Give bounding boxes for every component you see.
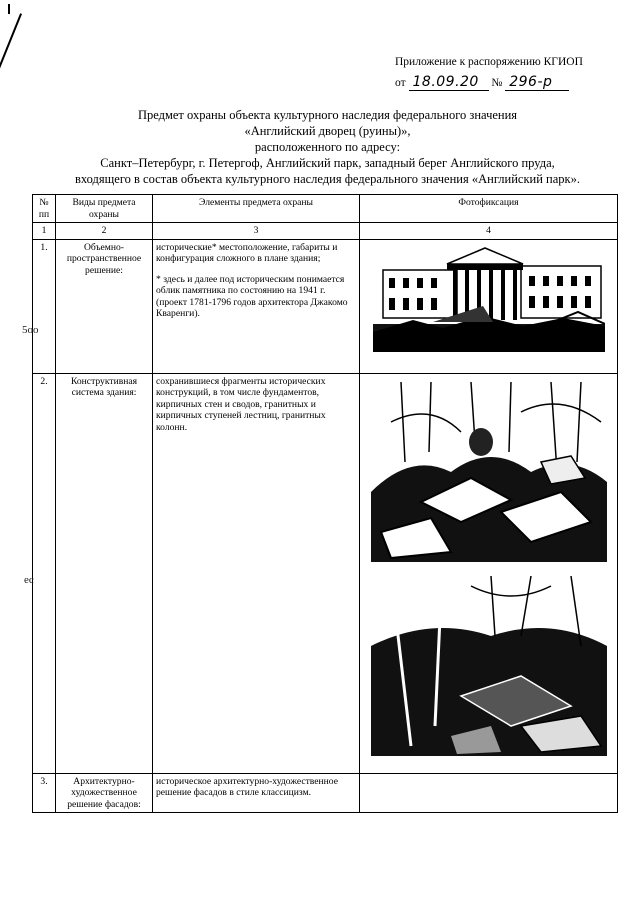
document-header [395, 56, 615, 91]
element-text: сохранившиеся фрагменты исторических конструкций, в том числе фундаментов, кирпичных стен и сводов, гранитных и кирпичных ступеней лестниц, гранитных колонн. [156, 375, 326, 433]
column-number: 2 [56, 223, 153, 240]
table-row [33, 239, 618, 373]
header-photo: Фотофиксация [360, 195, 618, 223]
footnote-text: * здесь и далее под историческим понимается облик памятника по состоянию на 1941 г. (проект 1781-1796 годов архитектора Джакомо Кваренги). [156, 273, 348, 319]
header-type: Виды предмета охраны [56, 195, 153, 223]
row-num: 2. [33, 373, 56, 773]
row-elements [153, 773, 360, 813]
row-photos [360, 239, 618, 373]
ruins-photo-1 [371, 382, 607, 562]
order-reference [395, 74, 615, 91]
appendix-caption: Приложение к распоряжению КГИОП [395, 56, 583, 68]
column-number: 4 [360, 223, 618, 240]
handwritten-number: 296-р [505, 74, 569, 91]
header-num: № пп [33, 195, 56, 223]
title-line-1: Предмет охраны объекта культурного наследия федерального значения [137, 108, 518, 122]
palace-photo [373, 246, 605, 352]
from-prefix: от [395, 77, 406, 89]
ruins-photo-2 [371, 576, 607, 756]
table-row [33, 773, 618, 813]
row-num: 3. [33, 773, 56, 813]
protection-subject-table [32, 194, 618, 813]
table-header-row [33, 195, 618, 223]
row-elements [153, 239, 360, 373]
title-line-2: «Английский дворец (руины)», [244, 124, 411, 138]
table-row [33, 373, 618, 773]
pen-mark-top [0, 13, 22, 73]
row-photos [360, 373, 618, 773]
title-line-4: Санкт–Петербург, г. Петергоф, Английский парк, западный берег Английского пруда, [100, 156, 555, 170]
number-label: № [491, 77, 503, 89]
row-elements [153, 373, 360, 773]
row-type: Архитектурно-художественное решение фасадов: [56, 773, 153, 813]
title-line-5: входящего в состав объекта культурного наследия федерального значения «Английский парк». [74, 172, 580, 186]
margin-note: 5oo [22, 324, 39, 336]
pen-mark-top2 [8, 4, 10, 14]
title-line-3: расположенного по адресу: [254, 140, 401, 154]
document-title [40, 107, 615, 187]
handwritten-date: 18.09.20 [409, 74, 489, 91]
row-num: 1. [33, 239, 56, 373]
element-text: историческое архитектурно-художественное решение фасадов в стиле классицизм. [156, 775, 338, 798]
row-type: Объемно-пространственное решение: [56, 239, 153, 373]
row-photos [360, 773, 618, 813]
margin-note: ec [24, 574, 34, 586]
header-elements: Элементы предмета охраны [153, 195, 360, 223]
column-number: 1 [33, 223, 56, 240]
row-type: Конструктивная система здания: [56, 373, 153, 773]
column-number: 3 [153, 223, 360, 240]
column-number-row [33, 223, 618, 240]
element-text: исторические* местоположение, габариты и конфигурация сложного в плане здания; [156, 241, 338, 264]
